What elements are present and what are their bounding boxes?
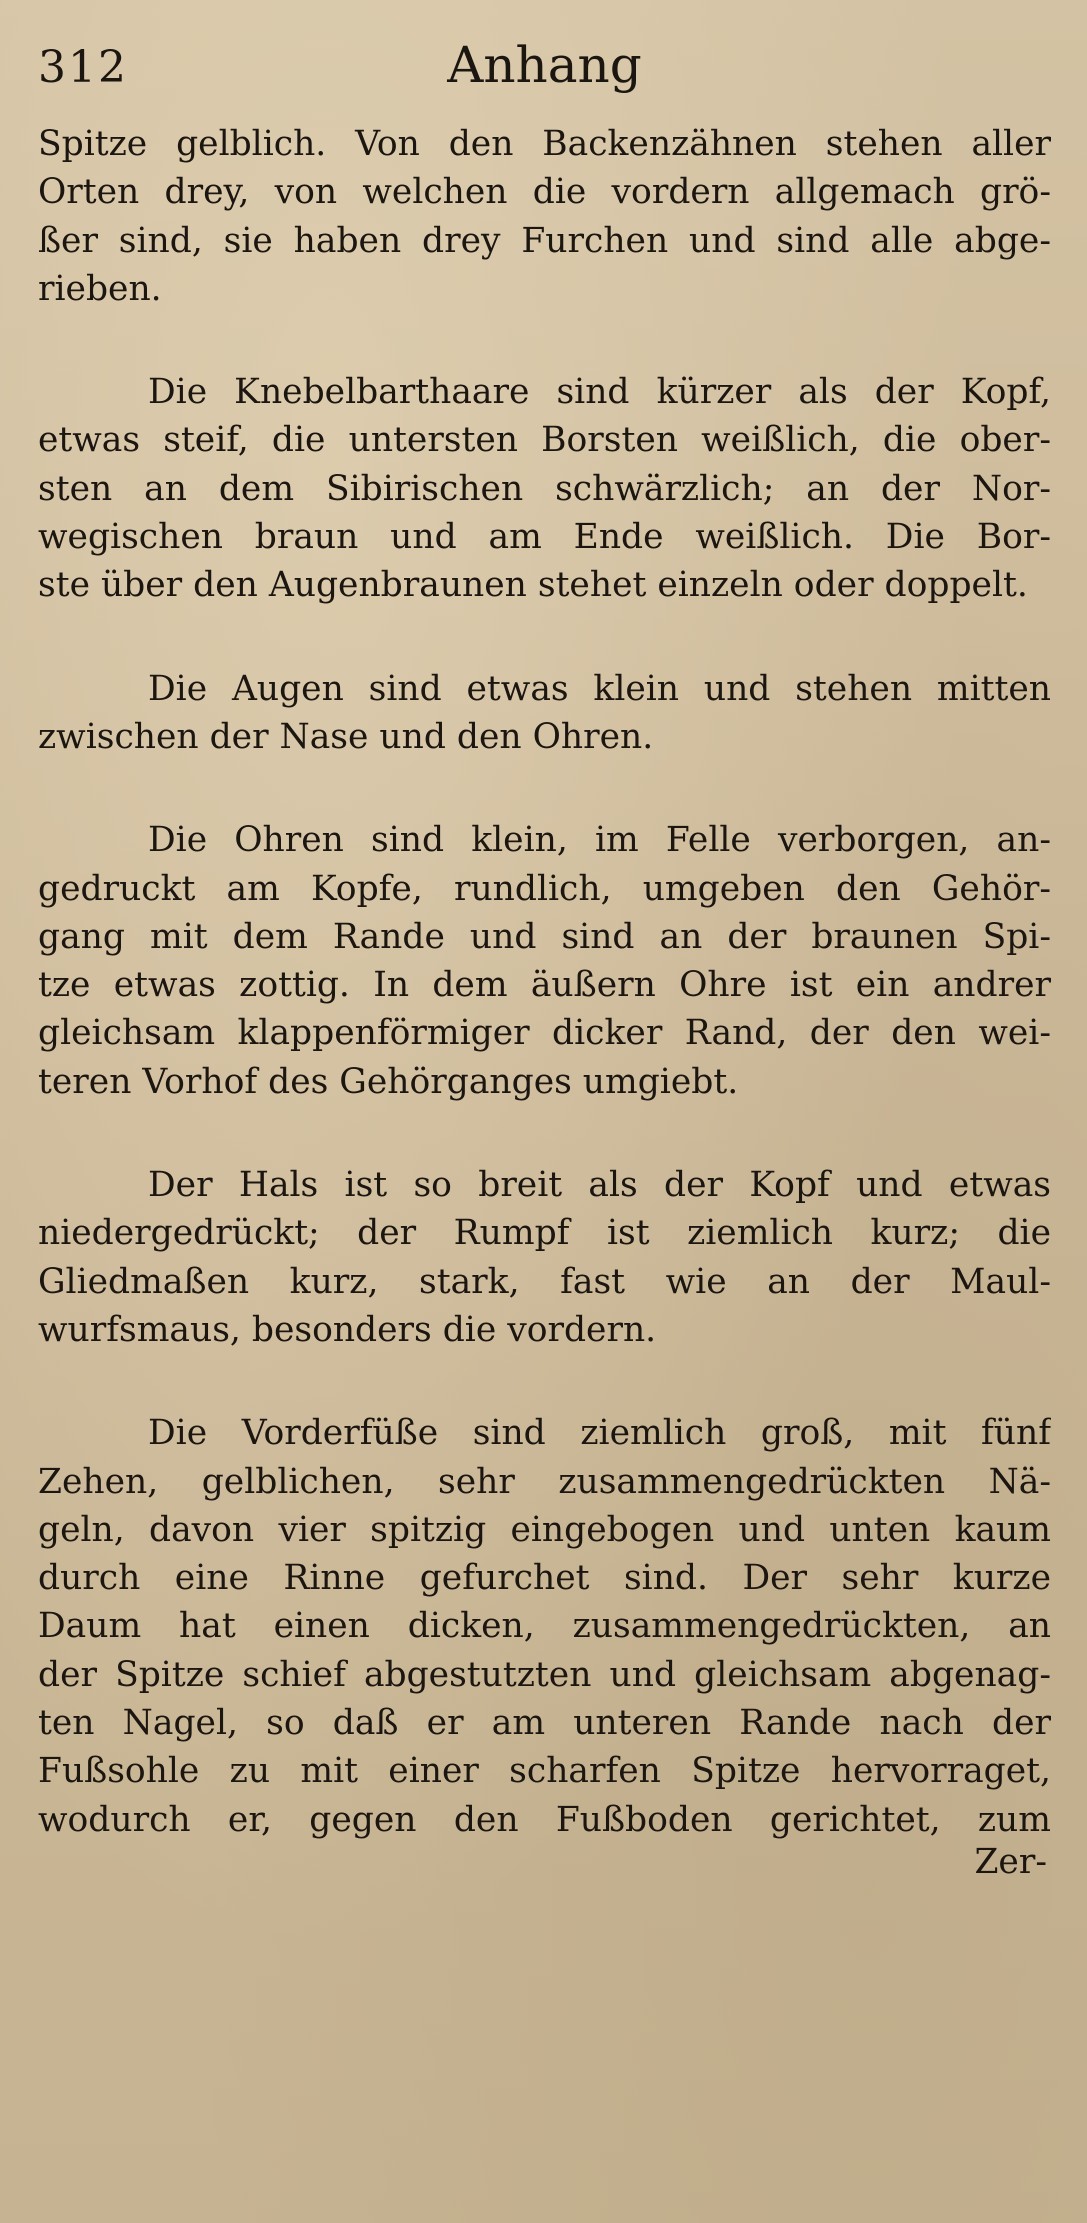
text-line: gleichsam klappenförmiger dicker Rand, der den wei- xyxy=(38,1013,1051,1054)
text-line: wegischen braun und am Ende weißlich. Die Bor- xyxy=(38,517,1051,558)
text-line: durch eine Rinne gefurchet sind. Der sehr kurze xyxy=(38,1558,1051,1599)
text-line: ßer sind, sie haben drey Furchen und sind alle abge- xyxy=(38,220,1051,261)
text-line: Die Knebelbarthaare sind kürzer als der Kopf, xyxy=(148,372,1051,413)
text-line: gang mit dem Rande und sind an der braunen Spi- xyxy=(38,916,1051,957)
text-line: Zehen, gelblichen, sehr zusammengedrückten Nä- xyxy=(38,1461,1051,1502)
text-line: ste über den Augenbraunen stehet einzeln oder doppelt. xyxy=(38,565,1028,606)
text-line: sten an dem Sibirischen schwärzlich; an der Nor- xyxy=(38,468,1051,509)
text-line: Die Ohren sind klein, im Felle verborgen, an- xyxy=(148,820,1051,861)
text-line: zwischen der Nase und den Ohren. xyxy=(38,716,654,757)
text-line: Gliedmaßen kurz, stark, fast wie an der Maul- xyxy=(38,1261,1051,1302)
paragraph-neck xyxy=(38,1161,1051,1354)
text-line: gedruckt am Kopfe, rundlich, umgeben den Gehör- xyxy=(38,868,1051,909)
body-text xyxy=(38,120,1051,1886)
text-line: geln, davon vier spitzig eingebogen und unten kaum xyxy=(38,1509,1051,1550)
text-line: Der Hals ist so breit als der Kopf und etwas xyxy=(148,1165,1051,1206)
running-title: Anhang xyxy=(447,36,642,94)
paragraph-whiskers xyxy=(38,368,1051,609)
text-line: Die Augen sind etwas klein und stehen mitten xyxy=(148,668,1051,709)
text-line: etwas steif, die untersten Borsten weißlich, die ober- xyxy=(38,420,1051,461)
text-line: rieben. xyxy=(38,268,162,309)
running-head xyxy=(38,28,1051,120)
page-number: 312 xyxy=(38,42,128,93)
text-line: teren Vorhof des Gehörganges umgiebt. xyxy=(38,1061,739,1102)
paragraph-forefeet xyxy=(38,1409,1051,1844)
text-line: der Spitze schief abgestutzten und gleichsam abgenag- xyxy=(38,1654,1051,1695)
text-line: tze etwas zottig. In dem äußern Ohre ist ein andrer xyxy=(38,965,1051,1006)
text-line: Die Vorderfüße sind ziemlich groß, mit fünf xyxy=(148,1413,1051,1454)
text-line: Daum hat einen dicken, zusammengedrückten, an xyxy=(38,1606,1051,1647)
text-line: Spitze gelblich. Von den Backenzähnen stehen aller xyxy=(38,124,1051,164)
paragraph-teeth xyxy=(38,120,1051,313)
text-line: niedergedrückt; der Rumpf ist ziemlich kurz; die xyxy=(38,1213,1051,1254)
text-line: wurfsmaus, besonders die vordern. xyxy=(38,1309,657,1350)
text-line: Fußsohle zu mit einer scharfen Spitze hervorraget, xyxy=(38,1751,1051,1792)
text-line: Orten drey, von welchen die vordern allgemach grö- xyxy=(38,172,1051,213)
text-line: ten Nagel, so daß er am unteren Rande nach der xyxy=(38,1703,1051,1744)
paragraph-eyes xyxy=(38,665,1051,762)
paragraph-ears xyxy=(38,816,1051,1106)
text-line: wodurch er, gegen den Fußboden gerichtet, zum xyxy=(38,1799,1051,1840)
catchword: Zer- xyxy=(974,1841,1047,1882)
